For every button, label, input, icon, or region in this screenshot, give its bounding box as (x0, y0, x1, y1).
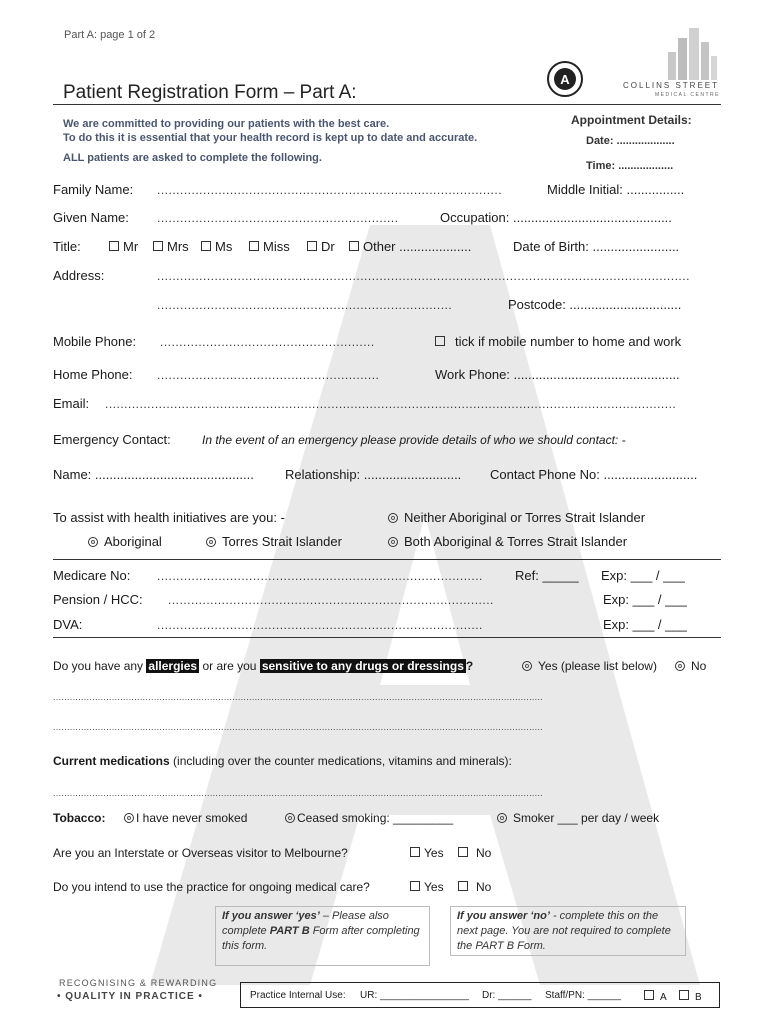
option-neither[interactable]: Neither Aboriginal or Torres Strait Islander (388, 510, 645, 525)
emergency-contact-phone-field[interactable]: Contact Phone No: .......................... (490, 467, 698, 482)
address-field-line-2[interactable]: ............................................................................. (157, 298, 453, 312)
emergency-contact-note: In the event of an emergency please provide details of who we should contact: - (202, 433, 626, 447)
checkbox-icon[interactable] (153, 241, 163, 251)
section-rule (53, 637, 721, 638)
option-torres-strait-islander[interactable]: Torres Strait Islander (206, 534, 342, 549)
title-option-miss[interactable]: Miss (249, 239, 290, 254)
date-of-birth-field[interactable]: Date of Birth: ........................ (513, 239, 680, 254)
tobacco-never-option[interactable]: I have never smoked (124, 811, 247, 825)
intro-line-3: ALL patients are asked to complete the following. (63, 152, 322, 164)
allergy-yes-option[interactable]: Yes (please list below) (522, 659, 657, 673)
internal-dr-field[interactable]: Dr: ______ (482, 990, 532, 1001)
pension-label: Pension / HCC: (53, 592, 143, 607)
checkbox-icon[interactable] (410, 847, 420, 857)
medicare-field[interactable]: ..................................................................................... (157, 569, 483, 583)
dva-label: DVA: (53, 617, 83, 632)
clinic-name: COLLINS STREET (623, 81, 720, 90)
internal-ur-field[interactable]: UR: ________________ (360, 990, 469, 1001)
pension-exp-field[interactable]: Exp: ___ / ___ (603, 592, 687, 607)
emergency-contact-label: Emergency Contact: (53, 432, 171, 447)
occupation-field[interactable]: Occupation: ............................................ (440, 210, 672, 225)
option-aboriginal[interactable]: Aboriginal (88, 534, 162, 549)
intro-line-2: To do this it is essential that your health record is kept up to date and accurate. (63, 132, 478, 144)
allergy-no-option[interactable]: No (675, 659, 706, 673)
checkbox-icon[interactable] (458, 847, 468, 857)
radio-icon[interactable] (675, 661, 685, 671)
given-name-field[interactable]: ............................................................... (157, 211, 399, 225)
mobile-phone-field[interactable]: ........................................................ (160, 335, 375, 349)
checkbox-icon[interactable] (410, 881, 420, 891)
checkbox-icon[interactable] (349, 241, 359, 251)
radio-icon[interactable] (522, 661, 532, 671)
medicare-ref-field[interactable]: Ref: _____ (515, 568, 579, 583)
radio-icon[interactable] (206, 537, 216, 547)
internal-use-label: Practice Internal Use: (250, 990, 346, 1001)
dva-exp-field[interactable]: Exp: ___ / ___ (603, 617, 687, 632)
svg-text:A: A (560, 72, 570, 87)
clinic-subtitle: MEDICAL CENTRE (655, 92, 720, 98)
option-both[interactable]: Both Aboriginal & Torres Strait Islander (388, 534, 627, 549)
form-title: Patient Registration Form – Part A: (63, 82, 357, 103)
address-field-line-1[interactable]: ........................................................................................................................................... (157, 269, 690, 283)
allergy-question: Do you have any allergies or are you sensitive to any drugs or dressings ? (53, 659, 474, 673)
checkbox-icon[interactable] (679, 990, 689, 1000)
title-option-dr[interactable]: Dr (307, 239, 335, 254)
radio-icon[interactable] (497, 813, 507, 823)
visitor-question: Are you an Interstate or Overseas visitor to Melbourne? (53, 846, 348, 860)
mobile-home-work-checkbox[interactable]: tick if mobile number to home and work (435, 334, 681, 349)
accreditation-badge-icon (546, 60, 584, 98)
radio-icon[interactable] (285, 813, 295, 823)
note-if-no: If you answer ‘no’ - complete this on the next page. You are not required to complete the PART B Form. (450, 906, 686, 956)
emergency-relationship-field[interactable]: Relationship: ........................... (285, 467, 462, 482)
given-name-label: Given Name: (53, 210, 129, 225)
radio-icon[interactable] (88, 537, 98, 547)
family-name-field[interactable]: .......................................................................................... (157, 183, 503, 197)
pension-field[interactable]: ..................................................................................... (168, 593, 494, 607)
note-if-yes: If you answer ‘yes’ – Please also complete PART B Form after completing this form. (215, 906, 430, 966)
title-rule (53, 104, 721, 105)
page-indicator: Part A: page 1 of 2 (64, 29, 156, 41)
internal-a-checkbox[interactable]: A (644, 990, 667, 1003)
medications-line[interactable]: ............................................................................................................................................................................... (53, 788, 544, 798)
internal-b-checkbox[interactable]: B (679, 990, 702, 1003)
visitor-no-checkbox[interactable]: No (458, 846, 491, 860)
checkbox-icon[interactable] (435, 336, 445, 346)
medicare-label: Medicare No: (53, 568, 131, 583)
mobile-phone-label: Mobile Phone: (53, 334, 137, 349)
family-name-label: Family Name: (53, 182, 134, 197)
medicare-exp-field[interactable]: Exp: ___ / ___ (601, 568, 685, 583)
title-option-mrs[interactable]: Mrs (153, 239, 189, 254)
appointment-time[interactable]: Time: .................. (586, 160, 674, 172)
radio-icon[interactable] (124, 813, 134, 823)
title-label: Title: (53, 239, 81, 254)
work-phone-field[interactable]: Work Phone: .............................................. (435, 367, 680, 382)
ongoing-no-checkbox[interactable]: No (458, 880, 491, 894)
checkbox-icon[interactable] (201, 241, 211, 251)
title-option-ms[interactable]: Ms (201, 239, 232, 254)
checkbox-icon[interactable] (307, 241, 317, 251)
tobacco-label: Tobacco: (53, 811, 106, 825)
ongoing-care-question: Do you intend to use the practice for ongoing medical care? (53, 880, 370, 894)
quality-logo-line-1: RECOGNISING & REWARDING (59, 978, 218, 988)
ongoing-yes-checkbox[interactable]: Yes (410, 880, 444, 894)
checkbox-icon[interactable] (109, 241, 119, 251)
emergency-name-field[interactable]: Name: ............................................ (53, 467, 254, 482)
allergy-list-line-2[interactable]: ............................................................................................................................................................................... (53, 722, 544, 732)
radio-icon[interactable] (388, 537, 398, 547)
title-option-mr[interactable]: Mr (109, 239, 138, 254)
tobacco-ceased-option[interactable]: Ceased smoking: _________ (285, 811, 453, 825)
home-phone-field[interactable]: .......................................................... (157, 368, 380, 382)
collins-street-building-logo-icon (662, 24, 718, 82)
quality-logo-line-2: • QUALITY IN PRACTICE • (57, 991, 203, 1002)
email-field[interactable]: ..................................................................................................................................................... (105, 397, 677, 411)
section-rule (53, 559, 721, 560)
radio-icon[interactable] (388, 513, 398, 523)
middle-initial-field[interactable]: Middle Initial: ................ (547, 182, 685, 197)
email-label: Email: (53, 396, 90, 411)
allergy-list-line-1[interactable]: ............................................................................................................................................................................... (53, 692, 544, 702)
appointment-date[interactable]: Date: ................... (586, 135, 675, 147)
address-label: Address: (53, 268, 105, 283)
tobacco-smoker-option[interactable]: Smoker ___ per day / week (497, 811, 659, 825)
home-phone-label: Home Phone: (53, 367, 133, 382)
checkbox-icon[interactable] (644, 990, 654, 1000)
title-option-other[interactable]: Other .................... (349, 239, 471, 254)
checkbox-icon[interactable] (458, 881, 468, 891)
internal-staff-field[interactable]: Staff/PN: ______ (545, 990, 621, 1001)
current-medications-label: Current medications (including over the counter medications, vitamins and minerals): (53, 754, 512, 768)
checkbox-icon[interactable] (249, 241, 259, 251)
appointment-heading: Appointment Details: (571, 113, 692, 127)
intro-line-1: We are committed to providing our patients with the best care. (63, 118, 390, 130)
health-initiatives-question: To assist with health initiatives are you: - (53, 510, 285, 525)
postcode-field[interactable]: Postcode: ............................... (508, 297, 682, 312)
dva-field[interactable]: ..................................................................................... (157, 618, 483, 632)
visitor-yes-checkbox[interactable]: Yes (410, 846, 444, 860)
